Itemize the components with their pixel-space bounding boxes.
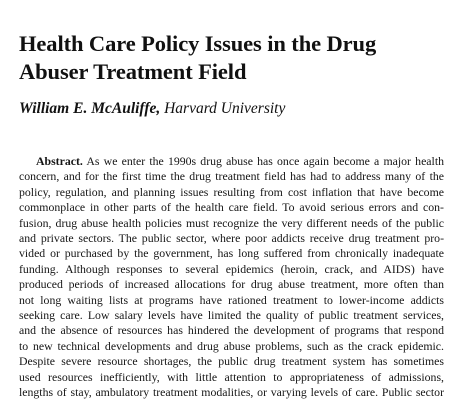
abstract-line: not long waiting lists at programs have rationed treatment to lower-income addicts: [19, 292, 444, 307]
author-name: William E. McAuliffe,: [19, 100, 161, 117]
abstract-line: commonplace in other parts of the health care field. To avoid serious errors and con-: [19, 200, 444, 215]
abstract-line: and private sectors. The public sector, where poor addicts receive drug treatment pro-: [19, 231, 444, 246]
abstract-label: Abstract.: [36, 154, 83, 168]
abstract-line: policy, regulation, and planning issues resulting from cost inflation that have become: [19, 184, 444, 199]
abstract-line: funding. Although responses to several epidemics (heroin, crack, and AIDS) have: [19, 261, 444, 276]
abstract-line: used resources inefficiently, with little attention to appropriateness of admissions,: [19, 369, 444, 384]
abstract-line-text: As we enter the 1990s drug abuse has once again become a major health: [82, 154, 444, 168]
abstract-line: Despite severe resource shortages, the public drug treatment system has sometimes: [19, 354, 444, 369]
author-affiliation: Harvard University: [160, 100, 286, 117]
paper-title: [19, 30, 449, 86]
abstract-line: produced periods of increased allocations for drug abuse treatment, more often than: [19, 277, 444, 292]
abstract-line: lengths of stay, ambulatory treatment modalities, or varying levels of care. Public sector: [19, 385, 444, 400]
abstract-line: concern, and for the first time the drug treatment field has had to address many of the: [19, 169, 444, 184]
abstract-line: fusion, drug abuse health policies must recognize the very different needs of the public: [19, 215, 444, 230]
byline: [19, 100, 285, 118]
abstract-line: and the absence of resources has hindered the development of programs that respond: [19, 323, 444, 338]
abstract: [19, 154, 444, 401]
paper-title-line-2: Abuser Treatment Field: [19, 59, 247, 84]
abstract-line: vided or purchased by the government, has long suffered from chronically inadequate: [19, 246, 444, 261]
paper-title-line-1: Health Care Policy Issues in the Drug: [19, 31, 377, 56]
abstract-line: [19, 154, 444, 169]
abstract-line: seeking care. Low salary levels have limited the quality of public treatment services,: [19, 308, 444, 323]
abstract-line: to new technical developments and drug abuse problems, such as the crack epidemic.: [19, 338, 444, 353]
